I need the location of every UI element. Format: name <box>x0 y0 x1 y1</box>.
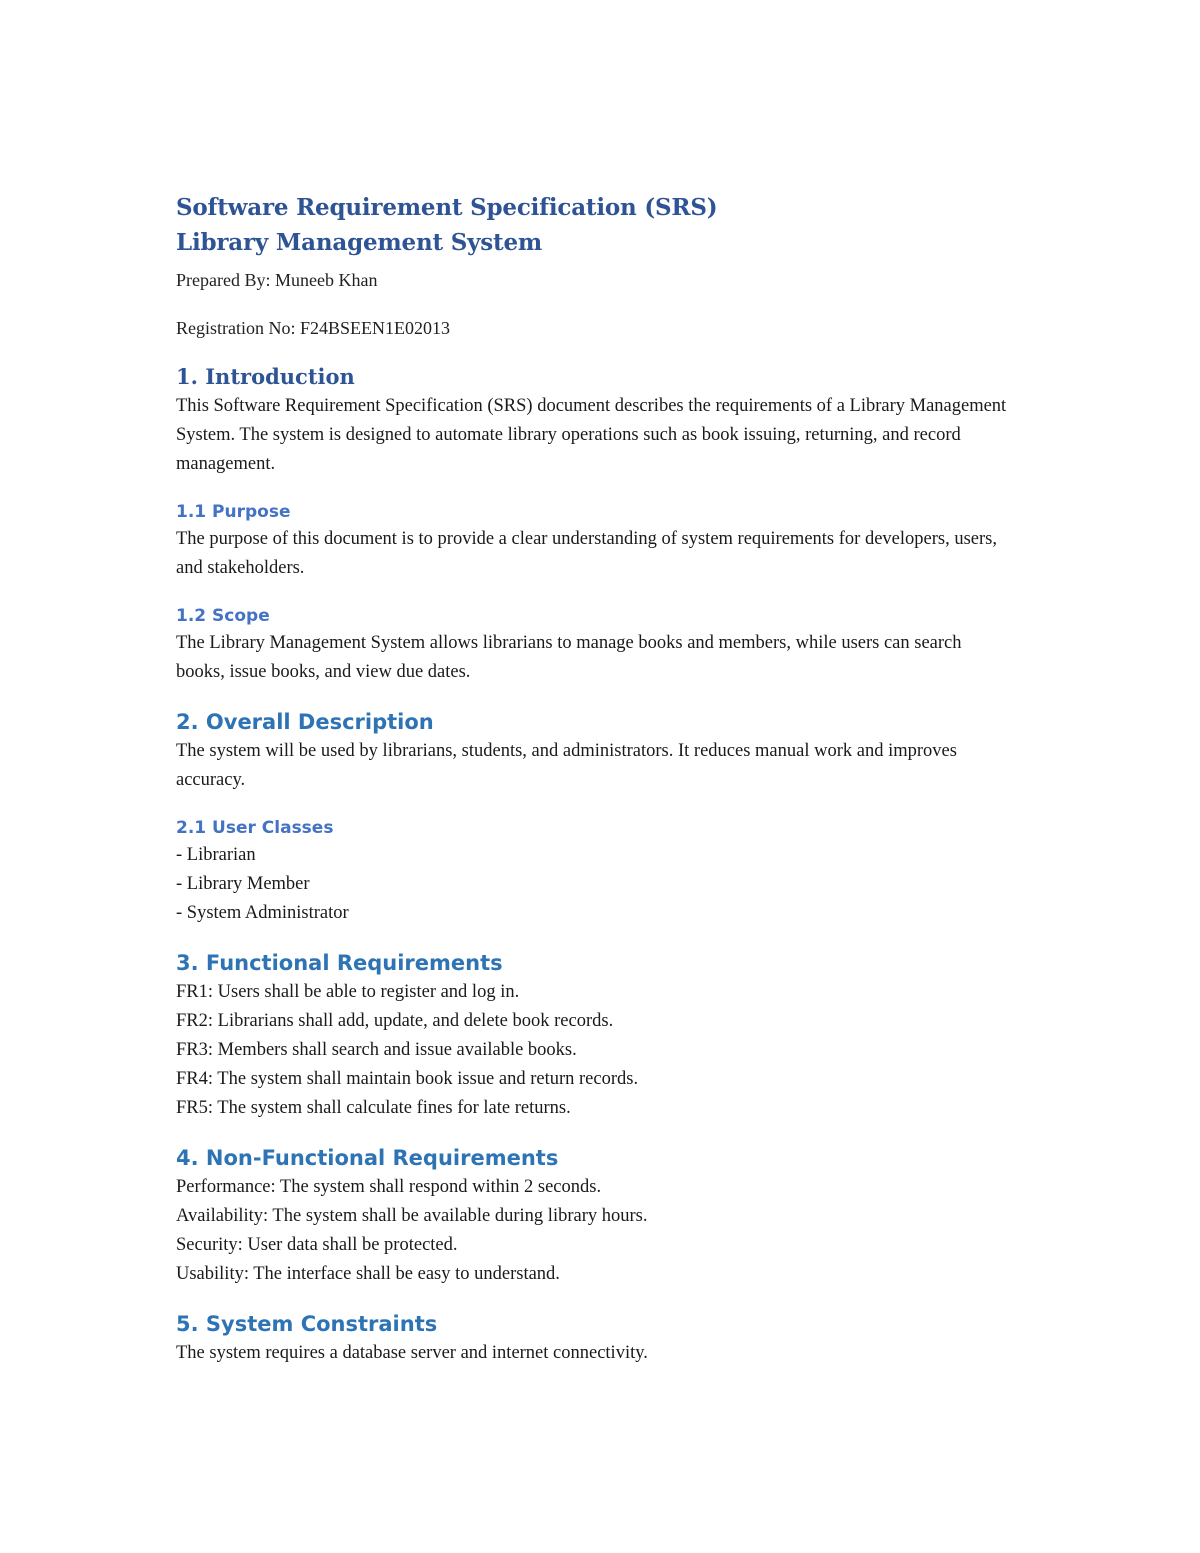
list-item: FR3: Members shall search and issue available books. <box>176 1040 577 1060</box>
scope-text: The Library Management System allows librarians to manage books and members, while users can search books, issue books, and view due dates. <box>176 633 962 682</box>
system-constraints-text: The system requires a database server and internet connectivity. <box>176 1343 648 1363</box>
list-item: FR5: The system shall calculate fines for late returns. <box>176 1098 571 1118</box>
registration-number: Registration No: F24BSEEN1E02013 <box>176 318 450 338</box>
document-title: Software Requirement Specification (SRS) <box>176 194 718 221</box>
section-heading-functional-requirements: 3. Functional Requirements <box>176 951 503 975</box>
section-heading-system-constraints: 5. System Constraints <box>176 1312 438 1336</box>
section-user-classes <box>176 815 1036 928</box>
list-item: - Librarian <box>176 845 256 865</box>
user-classes-list <box>176 841 1036 928</box>
functional-requirements-list <box>176 978 1036 1123</box>
section-heading-overall-description: 2. Overall Description <box>176 710 434 734</box>
list-item: Availability: The system shall be available during library hours. <box>176 1206 648 1226</box>
section-heading-non-functional-requirements: 4. Non-Functional Requirements <box>176 1146 559 1170</box>
section-heading-purpose: 1.1 Purpose <box>176 502 291 522</box>
document-subtitle: Library Management System <box>176 229 543 256</box>
non-functional-requirements-list <box>176 1173 1036 1289</box>
overall-description-text: The system will be used by librarians, students, and administrators. It reduces manual work and improves accuracy. <box>176 741 957 790</box>
list-item: - Library Member <box>176 874 310 894</box>
document-page <box>176 190 1036 1368</box>
list-item: Performance: The system shall respond within 2 seconds. <box>176 1177 602 1197</box>
list-item: FR4: The system shall maintain book issue and return records. <box>176 1069 639 1089</box>
section-overall-description <box>176 707 1036 795</box>
section-system-constraints <box>176 1309 1036 1368</box>
list-item: FR2: Librarians shall add, update, and delete book records. <box>176 1011 614 1031</box>
section-heading-introduction: 1. Introduction <box>176 364 355 389</box>
section-non-functional-requirements <box>176 1143 1036 1289</box>
section-purpose <box>176 499 1036 583</box>
section-scope <box>176 603 1036 687</box>
section-introduction <box>176 362 1036 479</box>
section-heading-user-classes: 2.1 User Classes <box>176 818 334 838</box>
purpose-text: The purpose of this document is to provide a clear understanding of system requirements for developers, users, and stakeholders. <box>176 529 997 578</box>
list-item: Security: User data shall be protected. <box>176 1235 458 1255</box>
list-item: Usability: The interface shall be easy to understand. <box>176 1264 560 1284</box>
list-item: FR1: Users shall be able to register and log in. <box>176 982 520 1002</box>
prepared-by: Prepared By: Muneeb Khan <box>176 270 378 290</box>
list-item: - System Administrator <box>176 903 349 923</box>
introduction-text: This Software Requirement Specification (SRS) document describes the requirements of a Library Management System. The system is designed to automate library operations such as book issuing, returning, and record management. <box>176 396 1007 474</box>
section-functional-requirements <box>176 948 1036 1123</box>
section-heading-scope: 1.2 Scope <box>176 606 270 626</box>
